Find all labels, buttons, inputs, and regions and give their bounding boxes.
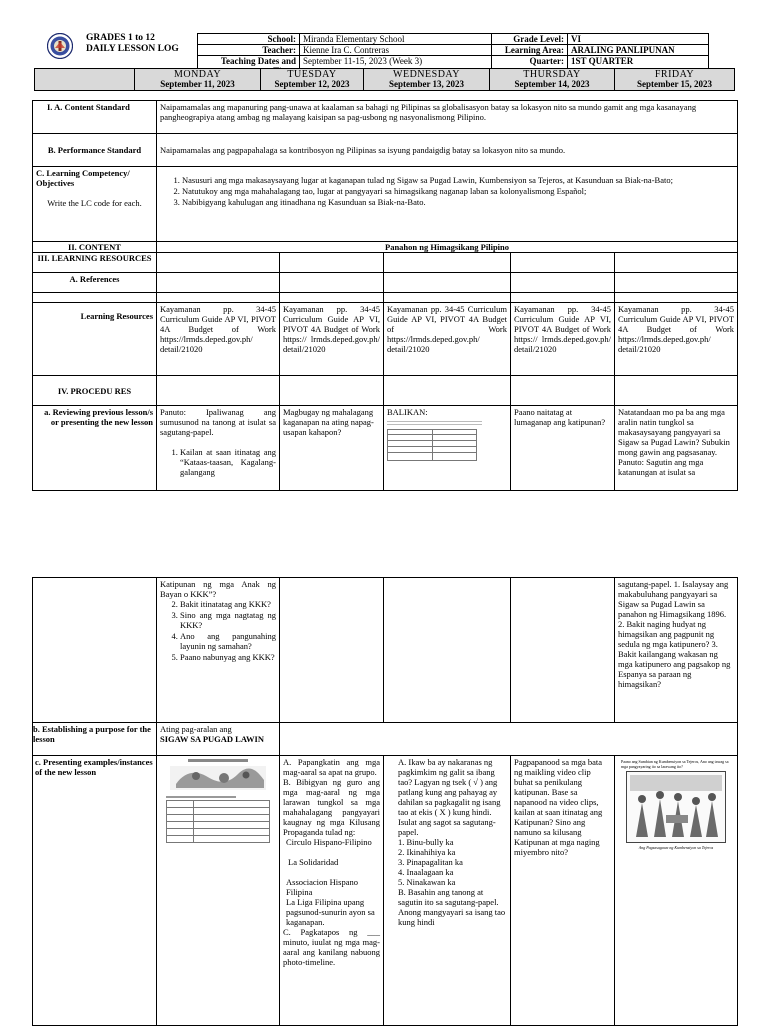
review-friday: Natatandaan mo pa ba ang mga aralin natin tungkol sa makasaysayang pangyayari sa Sigaw sa Pugad Lawin? Subukin mong gawin ang pagsasanay. Panuto: Sagutin ang mga katanungan at isulat sa — [615, 406, 738, 491]
lr-monday: Kayamanan pp. 34-45 Curriculum Guide AP VI, PIVOT 4A Budget of Work https://lrmds.deped.gov.ph/ detail/21020 — [157, 303, 280, 376]
content-standard-text: Naipamamalas ang mapanuring pang-unawa at kaalaman sa bahagi ng Pilipinas sa globalisasyon batay sa lokasyon nito sa mundo gamit ang mga kasanayang pangheograpiya atang ambag ng malayang kaisipan sa pag-usbong ng nasyonalismong Pilipino. — [157, 101, 738, 134]
present-wednesday-item: 5. Ninakawan ka — [398, 877, 456, 887]
deped-seal-logo — [47, 33, 73, 59]
tejeros-question: Paano ang Sumbian ng Kumbensiyon sa Tejeros, Ano ang tawag sa mga pangyayaring ito sa larawang ito? — [621, 759, 729, 769]
dll-title-line2: DAILY LESSON LOG — [86, 44, 179, 54]
purpose-label: b. Establishing a purpose for the lesson — [33, 723, 157, 756]
lr-tuesday: Kayamanan pp. 34-45 Curriculum Guide AP VI, PIVOT 4A Budget of Work https:// lrmds.deped.gov.ph/ detail/21020 — [280, 303, 384, 376]
day-wednesday: WEDNESDAY September 13, 2023 — [364, 69, 490, 91]
review-thursday: Paano naitatag at lumaganap ang katipunan? — [511, 406, 615, 491]
performance-standard-text: Naipamamalas ang pagpapahalaga sa kontribosyon ng Pilipinas sa isyung pandaigdig batay sa lokasyon nito sa mundo. — [157, 134, 738, 167]
content-topic: Panahon ng Himagsikang Pilipino — [157, 242, 738, 253]
present-tuesday — [280, 756, 384, 1026]
review-monday-q: 3. Sino ang mga nagtatag ng KKK? — [180, 610, 276, 630]
lc-item: 1. Nasusuri ang mga makasaysayang lugar at kaganapan tulad ng Sigaw sa Pugad Lawin, Kumbensiyon sa Tejeros, at Kasunduan sa Biak-na-Bato; — [182, 175, 734, 185]
learning-competency-list-cell — [157, 167, 738, 242]
review-monday — [157, 406, 280, 491]
lesson-log-table-page2 — [32, 577, 738, 1026]
day-thursday: THURSDAY September 14, 2023 — [490, 69, 615, 91]
school-label: School: — [198, 34, 300, 45]
review-monday-instruction: Panuto: Ipaliwanag ang sumusunod na tanong at isulat sa sagutang-papel. — [160, 407, 276, 437]
teacher-label: Teacher: — [198, 45, 300, 56]
teaching-dates-label: Teaching Dates and — [198, 56, 300, 77]
present-tuesday-step-a: A. Papangkatin ang mga mag-aaral sa apat na grupo. — [283, 757, 380, 777]
day-friday: FRIDAY September 15, 2023 — [615, 69, 735, 91]
tejeros-convention-illustration — [626, 771, 726, 843]
review-monday-continued — [157, 578, 280, 723]
references-label: A. References — [33, 273, 157, 293]
purpose-monday — [157, 723, 280, 756]
lc-item: 3. Nabibigyang kahulugan ang itinadhana ng Kasunduan sa Biak-na-Bato. — [182, 197, 734, 207]
quarter-label: Quarter: — [492, 56, 568, 77]
performance-standard-label: B. Performance Standard — [33, 134, 157, 167]
present-wednesday-step-a: A. Ikaw ba ay nakaranas ng pagkimkim ng galit sa ibang tao? Lagyan ng tsek ( √ ) ang patlang kung ang pahayag ay dahilan sa pagkagalit ng isang tao at ekis ( X ) kung hindi. Isulat ang sagot sa sagutang-papel. — [398, 757, 501, 837]
present-wednesday-item: 4. Inaalagaan ka — [398, 867, 454, 877]
review-lesson-label: a. Reviewing previous lesson/s or presenting the new lesson — [33, 406, 157, 491]
learning-competency-label-cell — [33, 167, 157, 242]
learning-resources-label: Learning Resources — [33, 303, 157, 376]
content-label: II. CONTENT — [33, 242, 157, 253]
content-standard-label: I. A. Content Standard — [33, 101, 157, 134]
review-monday-q1-cont: Katipunan ng mga Anak ng Bayan o KKK”? — [160, 579, 276, 599]
presenting-examples-label: c. Presenting examples/instances of the new lesson — [33, 756, 157, 1026]
day-tuesday: TUESDAY September 12, 2023 — [261, 69, 364, 91]
days-header-row — [34, 68, 735, 91]
review-friday-continued: sagutang-papel. 1. Isalaysay ang makabuluhang pangyayari sa Sigaw sa Pugad Lawin sa panahon ng Himagsikang 1896. 2. Bakit naging hudyat ng himagsikan ang pagpunit ng sedula ng mga katipunero? 3. Bakit kailangang wakasan ng mga katipunero ang pagsakop ng Espanya sa paraan ng himagsikan? — [615, 578, 738, 723]
grade-level-label: Grade Level: — [492, 34, 568, 45]
purpose-monday-line: Ating pag-aralan ang — [160, 724, 232, 734]
present-tuesday-step-b: B. Bibigyan ng guro ang mga mag-aaral ng mga larawan tungkol sa mga mahahalagang pangyayari kaugnay ng mga Kilusang Propaganda tulad ng: — [283, 777, 380, 837]
teaching-dates-value: September 11-15, 2023 (Week 3) — [300, 56, 492, 77]
present-tuesday-item: Circulo Hispano-Filipino — [286, 837, 372, 847]
school-value: Miranda Elementary School — [300, 34, 492, 45]
present-wednesday-item: 1. Binu-bully ka — [398, 837, 454, 847]
review-monday-q: 5. Paano nabunyag ang KKK? — [180, 652, 276, 662]
present-thursday: Pagpapanood sa mga bata ng maikling video clip buhat sa penikulang katipunan. Base sa napanood na video clips, kailan at saan itinatag ang Katipunan? Sino ang namuno sa kilusang Katipunan at mga naging miyembro nito? — [511, 756, 615, 1026]
quarter-value: 1ST QUARTER — [568, 56, 709, 77]
dll-title-line1: GRADES 1 to 12 — [86, 33, 155, 43]
review-monday-q: 2. Bakit itinatatag ang KKK? — [180, 599, 276, 609]
present-wednesday — [384, 756, 511, 1026]
purpose-monday-topic: SIGAW SA PUGAD LAWIN — [160, 734, 264, 744]
map-illustration — [166, 764, 270, 792]
learning-resources-heading: III. LEARNING RESOURCES — [33, 253, 157, 273]
lr-thursday: Kayamanan pp. 34-45 Curriculum Guide AP VI, PIVOT 4A Budget of Work https:// lrmds.deped.gov.ph/ detail/21020 — [511, 303, 615, 376]
lc-code-instruction: Write the LC code for each. — [47, 198, 142, 208]
learning-area-label: Learning Area: — [492, 45, 568, 56]
timeline-worksheet-image — [166, 759, 270, 843]
lc-item: 2. Natutukoy ang mga mahahalagang tao, lugar at pangyayari sa himagsikang naganap laban sa kolonyalismong Español; — [182, 186, 734, 196]
present-friday-cell — [615, 756, 738, 1026]
present-tuesday-item: Associacion Hispano Filipina — [286, 877, 359, 897]
tejeros-worksheet-image — [621, 759, 731, 850]
review-wednesday: BALIKAN: — [387, 407, 428, 417]
grade-level-value: VI — [568, 34, 709, 45]
lr-wednesday: Kayamanan pp. 34-45 Curriculum Guide AP VI, PIVOT 4A Budget of Work https://lrmds.deped.gov.ph/ detail/21020 — [384, 303, 511, 376]
review-monday-q1: 1. Kailan at saan itinatag ang “Kataas-taasan, Kagalang-galangang — [180, 447, 276, 477]
review-monday-q: 4. Ano ang pangunahing layunin ng samahan? — [180, 631, 276, 651]
teacher-value: Kienne Ira C. Contreras — [300, 45, 492, 56]
present-wednesday-item: 2. Ikinahihiya ka — [398, 847, 456, 857]
lr-friday: Kayamanan pp. 34-45 Curriculum Guide AP VI, PIVOT 4A Budget of Work https://lrmds.deped.gov.ph/ detail/21020 — [615, 303, 738, 376]
procedures-heading: IV. PROCEDU RES — [33, 376, 157, 406]
present-tuesday-step-c: C. Pagkatapos ng ___ minuto, iuulat ng mga mag-aaral ang kanilang nabuong photo-timeline. — [283, 927, 380, 967]
present-monday-cell — [157, 756, 280, 1026]
present-tuesday-item: La Solidaridad — [288, 857, 339, 867]
lesson-log-table-page1 — [32, 100, 738, 491]
review-wednesday-cell — [384, 406, 511, 491]
learning-area-value: ARALING PANLIPUNAN — [568, 45, 709, 56]
day-monday: MONDAY September 11, 2023 — [135, 69, 261, 91]
tejeros-caption: Ang Pagsasagawa ng Kumbensiyon sa Tejeros — [638, 845, 714, 850]
balikan-worksheet-thumbnail — [387, 419, 482, 461]
learning-competency-label: C. Learning Competency/ Objectives — [36, 168, 130, 188]
present-tuesday-item: La Liga Filipina upang pagsunod-sunurin ayon sa kaganapan. — [286, 897, 375, 927]
days-corner-cell — [35, 69, 135, 91]
present-wednesday-step-b: B. Basahin ang tanong at sagutin ito sa sagutang-papel. Anong mangyayari sa isang tao kung hindi — [398, 887, 506, 927]
review-tuesday: Magbugay ng mahalagang kaganapan na ating napag-usapan kahapon? — [280, 406, 384, 491]
present-wednesday-item: 3. Pinapagalitan ka — [398, 857, 463, 867]
